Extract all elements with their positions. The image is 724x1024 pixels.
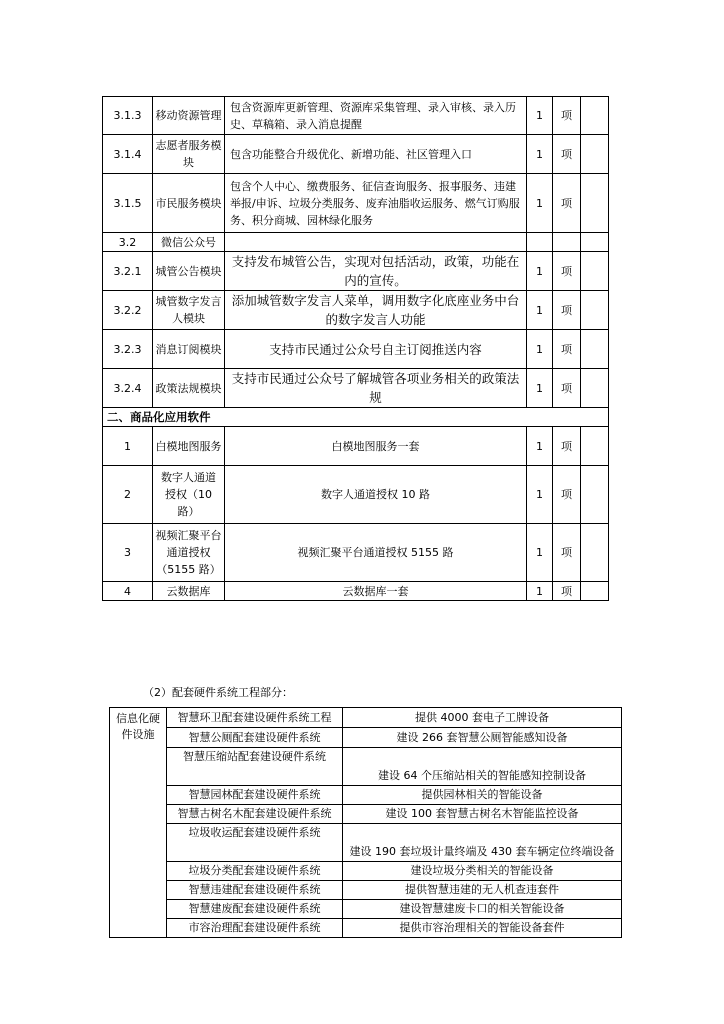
- empty-cell: [581, 330, 609, 369]
- empty-cell: [581, 427, 609, 466]
- hardware-section-caption: （2）配套硬件系统工程部分：: [143, 686, 293, 699]
- item-name: 城管公告模块: [153, 252, 225, 291]
- system-name: 智慧园林配套建设硬件系统: [167, 786, 343, 805]
- item-number: 3.2.1: [103, 252, 153, 291]
- item-unit: 项: [553, 330, 581, 369]
- item-number: 3.2.4: [103, 369, 153, 408]
- item-name: 政策法规模块: [153, 369, 225, 408]
- item-description: 支持市民通过公众号自主订阅推送内容: [225, 330, 527, 369]
- item-unit: 项: [553, 291, 581, 330]
- empty-cell: [581, 369, 609, 408]
- system-description: 提供 4000 套电子工牌设备: [343, 708, 622, 728]
- table-row: [110, 881, 622, 900]
- item-description: 包含功能整合升级优化、新增功能、社区管理入口: [225, 135, 527, 174]
- item-quantity: 1: [527, 135, 553, 174]
- item-number: 3.1.4: [103, 135, 153, 174]
- item-description: 支持发布城管公告，实现对包括活动，政策，功能在内的宣传。: [225, 252, 527, 291]
- system-name: 智慧压缩站配套建设硬件系统: [167, 748, 343, 786]
- table-row: [110, 805, 622, 824]
- empty-cell: [581, 97, 609, 135]
- table-row: [103, 582, 609, 601]
- item-name: 白模地图服务: [153, 427, 225, 466]
- item-unit: 项: [553, 427, 581, 466]
- item-name: 城管数字发言人模块: [153, 291, 225, 330]
- item-name: 市民服务模块: [153, 174, 225, 233]
- item-number: 4: [103, 582, 153, 601]
- empty-cell: [581, 252, 609, 291]
- category-cell: 信息化硬件设施: [110, 708, 167, 938]
- table-row: [103, 427, 609, 466]
- item-description: 视频汇聚平台通道授权 5155 路: [225, 524, 527, 582]
- system-name: 垃圾分类配套建设硬件系统: [167, 862, 343, 881]
- item-name: 移动资源管理: [153, 97, 225, 135]
- item-description: 支持市民通过公众号了解城管各项业务相关的政策法规: [225, 369, 527, 408]
- table-row: [103, 330, 609, 369]
- hardware-items-table: [109, 707, 622, 938]
- item-description: 云数据库一套: [225, 582, 527, 601]
- system-description: 建设 190 套垃圾计量终端及 430 套车辆定位终端设备: [343, 824, 622, 862]
- empty-cell: [581, 174, 609, 233]
- system-name: 智慧环卫配套建设硬件系统工程: [167, 708, 343, 728]
- table-row: [103, 524, 609, 582]
- item-quantity: 1: [527, 330, 553, 369]
- table-row: [103, 466, 609, 524]
- item-name: 志愿者服务模块: [153, 135, 225, 174]
- item-name: 云数据库: [153, 582, 225, 601]
- item-name: 微信公众号: [153, 233, 225, 252]
- item-unit: 项: [553, 135, 581, 174]
- item-quantity: 1: [527, 97, 553, 135]
- item-unit: 项: [553, 369, 581, 408]
- software-items-table: [102, 96, 609, 601]
- item-description: 包含个人中心、缴费服务、征信查询服务、报事服务、违建举报/申诉、垃圾分类服务、废弃油脂收运服务、燃气订购服务、积分商城、园林绿化服务: [225, 174, 527, 233]
- item-description: 添加城管数字发言人菜单，调用数字化底座业务中台的数字发言人功能: [225, 291, 527, 330]
- table-row: [110, 900, 622, 919]
- item-description: 白模地图服务一套: [225, 427, 527, 466]
- table-row: [103, 369, 609, 408]
- item-description: [225, 233, 527, 252]
- table-row: [110, 786, 622, 805]
- section-row: [103, 408, 609, 427]
- item-quantity: [527, 233, 553, 252]
- item-number: 3.2: [103, 233, 153, 252]
- table-row: [103, 135, 609, 174]
- item-quantity: 1: [527, 369, 553, 408]
- table-row: [110, 862, 622, 881]
- system-description: 建设垃圾分类相关的智能设备: [343, 862, 622, 881]
- table-row: [103, 252, 609, 291]
- item-number: 2: [103, 466, 153, 524]
- item-description: 数字人通道授权 10 路: [225, 466, 527, 524]
- item-unit: 项: [553, 252, 581, 291]
- table-row: [110, 824, 622, 862]
- item-quantity: 1: [527, 582, 553, 601]
- system-description: 提供市容治理相关的智能设备套件: [343, 919, 622, 938]
- item-number: 3.2.2: [103, 291, 153, 330]
- item-quantity: 1: [527, 291, 553, 330]
- empty-cell: [581, 233, 609, 252]
- system-name: 智慧违建配套建设硬件系统: [167, 881, 343, 900]
- item-number: 3.1.3: [103, 97, 153, 135]
- item-quantity: 1: [527, 252, 553, 291]
- table-row: [110, 748, 622, 786]
- system-description: 建设 64 个压缩站相关的智能感知控制设备: [343, 748, 622, 786]
- table-row: [110, 708, 622, 728]
- system-name: 智慧古树名木配套建设硬件系统: [167, 805, 343, 824]
- item-number: 3.1.5: [103, 174, 153, 233]
- empty-cell: [581, 466, 609, 524]
- item-number: 1: [103, 427, 153, 466]
- table-row: [103, 97, 609, 135]
- table-row: [103, 291, 609, 330]
- item-name: 视频汇聚平台通道授权（5155 路）: [153, 524, 225, 582]
- table-row: [103, 233, 609, 252]
- system-name: 智慧公厕配套建设硬件系统: [167, 728, 343, 748]
- system-name: 智慧建废配套建设硬件系统: [167, 900, 343, 919]
- system-name: 市容治理配套建设硬件系统: [167, 919, 343, 938]
- item-unit: 项: [553, 466, 581, 524]
- table-row: [103, 174, 609, 233]
- empty-cell: [581, 524, 609, 582]
- item-description: 包含资源库更新管理、资源库采集管理、录入审核、录入历史、草稿箱、录入消息提醒: [225, 97, 527, 135]
- table-row: [110, 919, 622, 938]
- item-unit: 项: [553, 174, 581, 233]
- item-unit: [553, 233, 581, 252]
- system-description: 提供智慧违建的无人机查违套件: [343, 881, 622, 900]
- item-name: 消息订阅模块: [153, 330, 225, 369]
- system-description: 建设 266 套智慧公厕智能感知设备: [343, 728, 622, 748]
- empty-cell: [581, 582, 609, 601]
- empty-cell: [581, 291, 609, 330]
- item-unit: 项: [553, 524, 581, 582]
- item-name: 数字人通道授权（10路）: [153, 466, 225, 524]
- item-quantity: 1: [527, 174, 553, 233]
- item-unit: 项: [553, 582, 581, 601]
- system-description: 建设 100 套智慧古树名木智能监控设备: [343, 805, 622, 824]
- item-quantity: 1: [527, 524, 553, 582]
- section-title: 二、商品化应用软件: [103, 408, 609, 427]
- system-description: 建设智慧建废卡口的相关智能设备: [343, 900, 622, 919]
- system-name: 垃圾收运配套建设硬件系统: [167, 824, 343, 862]
- system-description: 提供园林相关的智能设备: [343, 786, 622, 805]
- table-row: [110, 728, 622, 748]
- item-number: 3.2.3: [103, 330, 153, 369]
- item-quantity: 1: [527, 466, 553, 524]
- item-quantity: 1: [527, 427, 553, 466]
- empty-cell: [581, 135, 609, 174]
- item-number: 3: [103, 524, 153, 582]
- item-unit: 项: [553, 97, 581, 135]
